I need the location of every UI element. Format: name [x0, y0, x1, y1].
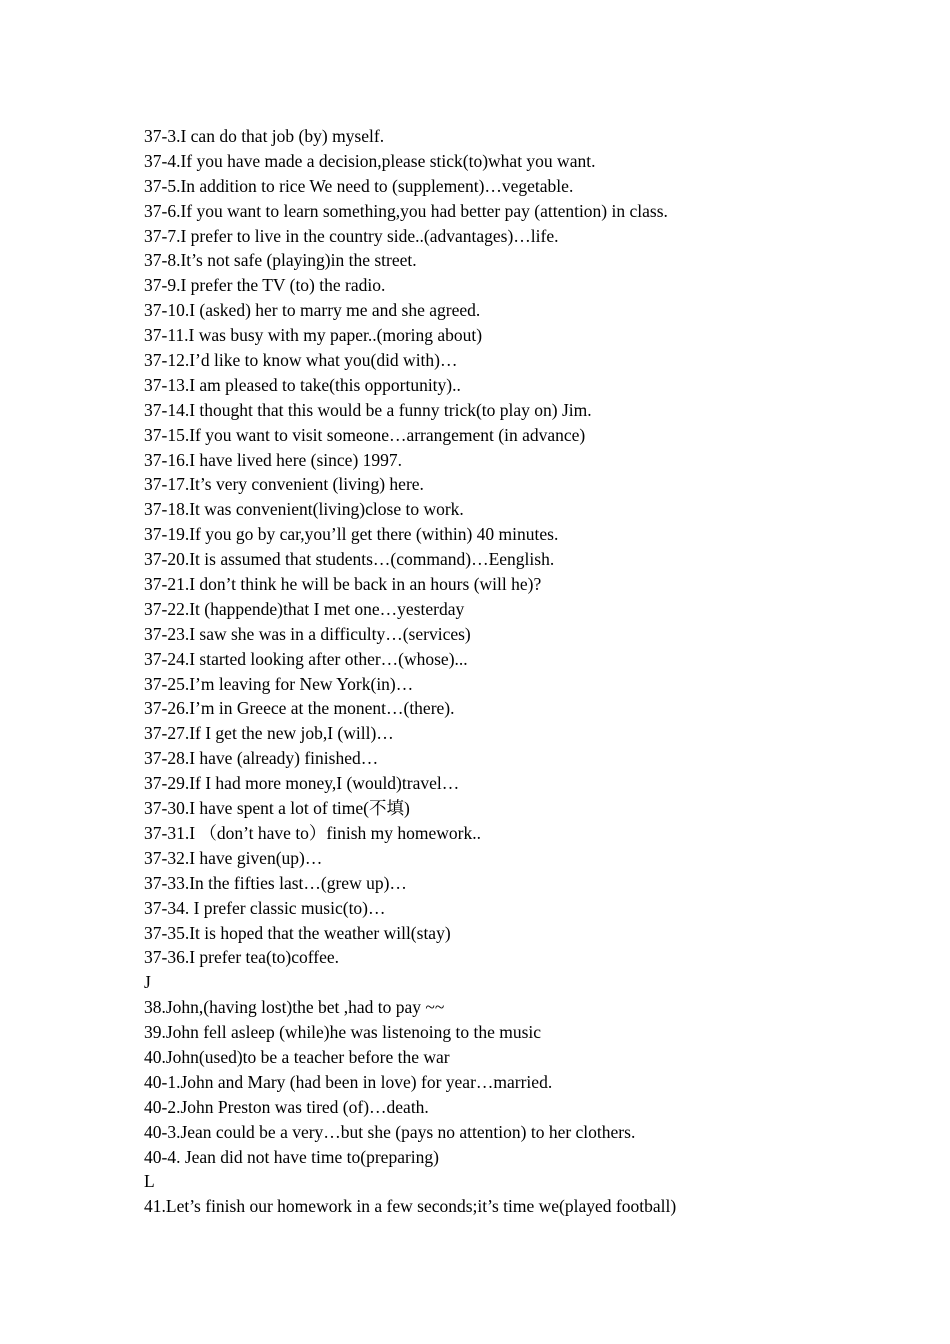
text-line: 37-14.I thought that this would be a funny trick(to play on) Jim. [144, 399, 592, 420]
text-line: 37-10.I (asked) her to marry me and she agreed. [144, 300, 481, 321]
text-line: 37-19.If you go by car,you’ll get there (within) 40 minutes. [144, 524, 559, 545]
text-line: 37-26.I’m in Greece at the monent…(there). [144, 698, 455, 719]
text-line: 37-29.If I had more money,I (would)travel… [144, 773, 460, 794]
text-line: 38.John,(having lost)the bet ,had to pay ~~ [144, 997, 445, 1018]
text-line: 37-22.It (happende)that I met one…yesterday [144, 598, 465, 619]
text-line: 37-5.In addition to rice We need to (supplement)…vegetable. [144, 175, 574, 196]
section-letter-j: J [144, 972, 151, 993]
section-letter-l: L [144, 1171, 155, 1192]
text-line: 41.Let’s finish our homework in a few seconds;it’s time we(played football) [144, 1196, 677, 1217]
text-line: 37-9.I prefer the TV (to) the radio. [144, 275, 386, 296]
text-line: 37-34. I prefer classic music(to)… [144, 897, 386, 918]
text-line: 37-31.I （don’t have to）finish my homework.. [144, 822, 481, 843]
text-line: 37-20.It is assumed that students…(command)…Eenglish. [144, 549, 555, 570]
text-line: 37-8.It’s not safe (playing)in the street. [144, 250, 417, 271]
text-line: 40-1.John and Mary (had been in love) for year…married. [144, 1071, 553, 1092]
text-line: 37-21.I don’t think he will be back in an hours (will he)? [144, 574, 542, 595]
text-line: 37-12.I’d like to know what you(did with)… [144, 350, 458, 371]
text-line: 37-36.I prefer tea(to)coffee. [144, 947, 339, 968]
text-line: 37-24.I started looking after other…(whose)... [144, 648, 468, 669]
text-line: 37-27.If I get the new job,I (will)… [144, 723, 394, 744]
text-line: 37-7.I prefer to live in the country side..(advantages)…life. [144, 225, 559, 246]
text-line: 37-3.I can do that job (by) myself. [144, 126, 385, 146]
text-line: 37-35.It is hoped that the weather will(stay) [144, 922, 451, 943]
text-line: 37-28.I have (already) finished… [144, 748, 379, 769]
text-line: 40.John(used)to be a teacher before the war [144, 1046, 450, 1067]
text-line: 37-13.I am pleased to take(this opportunity).. [144, 374, 461, 395]
text-line: 37-11.I was busy with my paper..(moring about) [144, 325, 483, 346]
text-line: 37-4.If you have made a decision,please stick(to)what you want. [144, 150, 596, 171]
text-line: 37-17.It’s very convenient (living) here. [144, 474, 424, 495]
text-line: 37-33.In the fifties last…(grew up)… [144, 872, 407, 893]
text-line: 40-2.John Preston was tired (of)…death. [144, 1096, 429, 1117]
text-line: 37-30.I have spent a lot of time(不填) [144, 798, 410, 819]
text-line: 37-25.I’m leaving for New York(in)… [144, 673, 414, 694]
text-line: 40-4. Jean did not have time to(preparing) [144, 1146, 439, 1167]
document-text [144, 124, 884, 1219]
text-line: 39.John fell asleep (while)he was listenoing to the music [144, 1022, 542, 1043]
text-line: 37-6.If you want to learn something,you had better pay (attention) in class. [144, 200, 668, 221]
text-line: 37-23.I saw she was in a difficulty…(services) [144, 623, 471, 644]
text-line: 37-32.I have given(up)… [144, 847, 323, 868]
text-line: 40-3.Jean could be a very…but she (pays no attention) to her clothers. [144, 1121, 636, 1142]
text-line: 37-16.I have lived here (since) 1997. [144, 449, 403, 470]
text-line: 37-15.If you want to visit someone…arrangement (in advance) [144, 424, 586, 445]
text-line: 37-18.It was convenient(living)close to work. [144, 499, 464, 520]
